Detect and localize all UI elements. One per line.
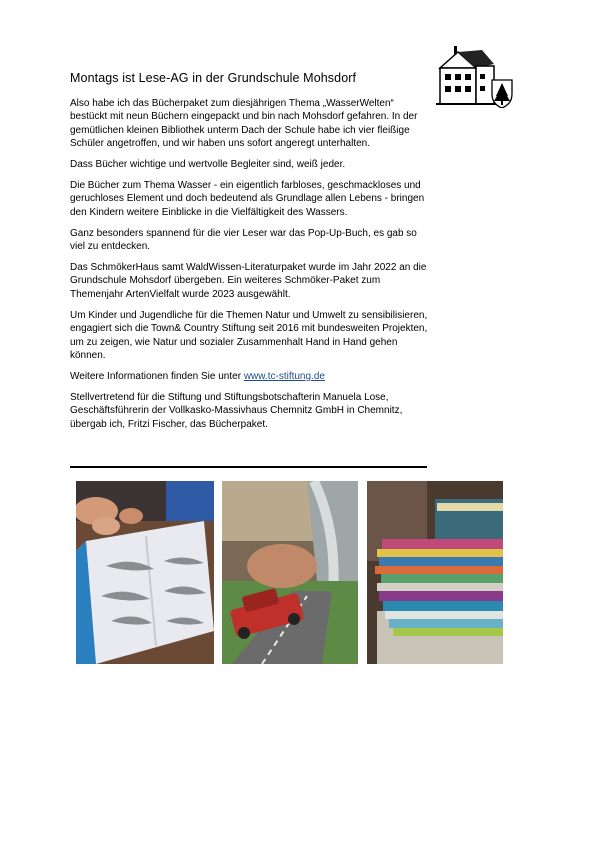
paragraph: Die Bücher zum Thema Wasser - ein eigentlich farbloses, geschmackloses und geruchloses Element und doch bedeutend als Grundlage allen Lebens - bringen den Kindern weitere Einblicke in die Vielfältigkeit des Wassers. [70, 180, 425, 218]
paragraph: Dass Bücher wichtige und wertvolle Begleiter sind, weiß jeder. [70, 159, 346, 171]
info-prefix: Weitere Informationen finden Sie unter [70, 370, 244, 382]
paragraph: Das SchmökerHaus samt WaldWissen-Literaturpaket wurde im Jahr 2022 an die Grundschule Mohsdorf übergeben. Ein weiteres Schmöker-Paket zum Themenjahr ArtenVielfalt wurde 2023 ausgewählt. [70, 262, 427, 300]
photo-popup-book-car [222, 481, 358, 664]
municipal-crest-logo [436, 46, 514, 108]
paragraph: Also habe ich das Bücherpaket zum diesjährigen Thema „WasserWelten“ bestückt mit neun Büchern eingepackt und bin nach Mohsdorf gefahren. In der gemütlichen kleinen Bibliothek unterm Dach der Schule habe ich vier fleißige Schüler angetroffen, und wir haben uns sofort angeregt unterhalten. [70, 98, 418, 150]
closing-paragraph: Stellvertretend für die Stiftung und Stiftungsbotschafterin Manuela Lose, Geschäftsführerin der Vollkasko-Massivhaus Chemnitz GmbH in Chemnitz, übergab ich, Fritzi Fischer, das Bücherpaket. [70, 391, 403, 430]
article-body [70, 97, 428, 439]
photo-shark-book [76, 481, 214, 664]
divider-line [70, 466, 427, 468]
photo-book-stack [367, 481, 503, 664]
paragraph: Um Kinder und Jugendliche für die Themen Natur und Umwelt zu sensibilisieren, engagiert sich die Town& Country Stiftung seit 2016 mit bundesweiten Projekten, um zu zeigen, wie Natur und sozialer Zusammenhalt Hand in Hand gehen können. [70, 309, 428, 361]
paragraph: Ganz besonders spannend für die vier Leser war das Pop-Up-Buch, es gab so viel zu entdecken. [70, 227, 417, 253]
info-line [70, 370, 428, 383]
foundation-website-link[interactable]: www.tc-stiftung.de [243, 370, 325, 382]
page-title: Montags ist Lese-AG in der Grundschule Mohsdorf [70, 71, 357, 85]
